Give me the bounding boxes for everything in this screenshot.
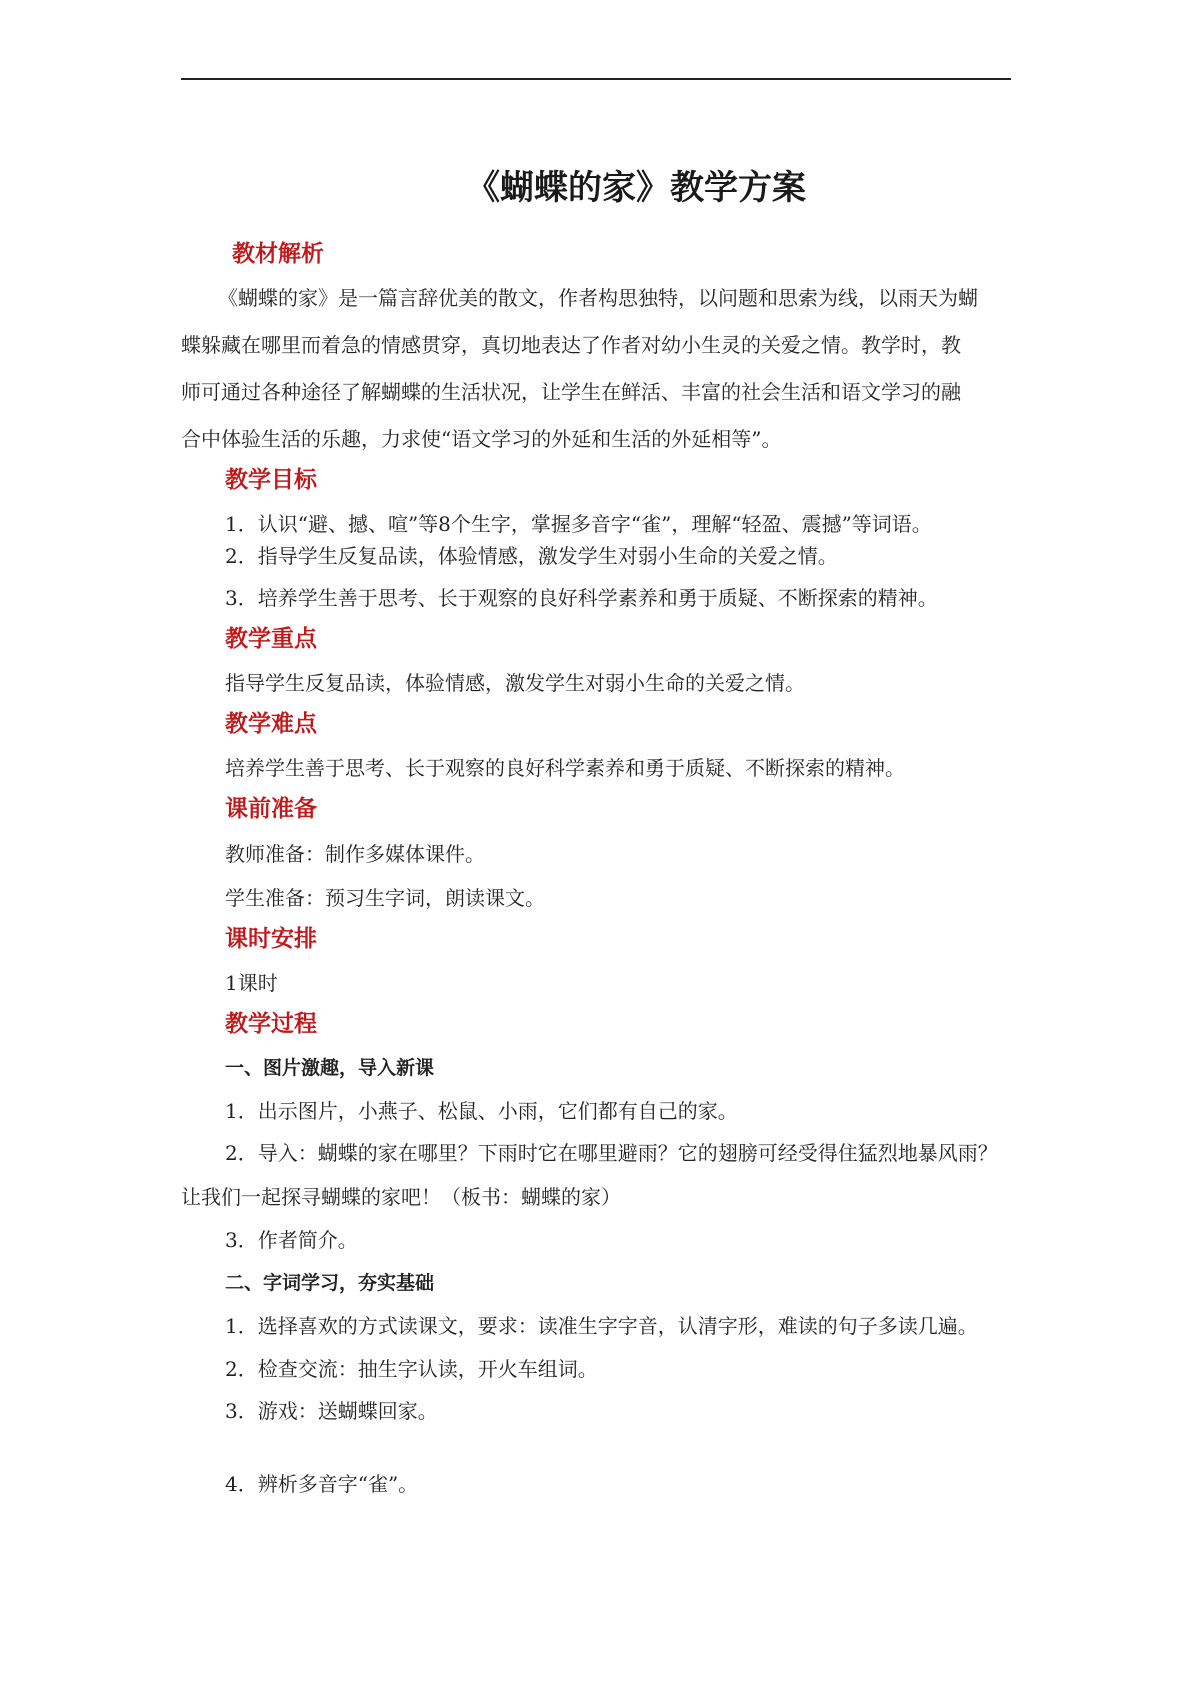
process-part2-item1: 1．选择喜欢的方式读课文，要求：读准生字字音，认清字形，难读的句子多读几遍。 (225, 1314, 978, 1338)
process-part1-item1: 1．出示图片，小燕子、松鼠、小雨，它们都有自己的家。 (225, 1099, 738, 1123)
analysis-line-4: 合中体验生活的乐趣，力求使“语文学习的外延和生活的外延相等”。 (181, 427, 782, 451)
heading-schedule: 课时安排 (225, 925, 317, 952)
document-title: 《蝴蝶的家》教学方案 (466, 168, 806, 208)
process-part1-item2-line1: 2．导入：蝴蝶的家在哪里？下雨时它在哪里避雨？它的翅膀可经受得住猛烈地暴风雨？ (225, 1141, 998, 1165)
process-part1-title: 一、图片激趣，导入新课 (225, 1057, 435, 1079)
process-part1-item3: 3．作者简介。 (225, 1228, 358, 1252)
analysis-line-3: 师可通过各种途径了解蝴蝶的生活状况，让学生在鲜活、丰富的社会生活和语文学习的融 (181, 380, 961, 404)
header-rule (181, 78, 1011, 80)
heading-analysis: 教材解析 (232, 240, 324, 267)
preparation-teacher: 教师准备：制作多媒体课件。 (225, 842, 485, 866)
process-part2-title: 二、字词学习，夯实基础 (225, 1272, 435, 1294)
goal-item-2: 2．指导学生反复品读，体验情感，激发学生对弱小生命的关爱之情。 (225, 544, 838, 568)
heading-goals: 教学目标 (225, 466, 317, 493)
key-points-text: 指导学生反复品读，体验情感，激发学生对弱小生命的关爱之情。 (225, 671, 805, 695)
goal-item-1: 1．认识“避、撼、喧”等8个生字，掌握多音字“雀”，理解“轻盈、震撼”等词语。 (225, 512, 932, 536)
process-part2-item2: 2．检查交流：抽生字认读，开火车组词。 (225, 1357, 598, 1381)
goal-item-3: 3．培养学生善于思考、长于观察的良好科学素养和勇于质疑、不断探索的精神。 (225, 586, 938, 610)
heading-key-points: 教学重点 (225, 625, 317, 652)
heading-process: 教学过程 (225, 1010, 317, 1037)
heading-difficulties: 教学难点 (225, 710, 317, 737)
heading-preparation: 课前准备 (225, 795, 317, 822)
process-part1-item2-line2: 让我们一起探寻蝴蝶的家吧！（板书：蝴蝶的家） (181, 1185, 621, 1209)
process-part2-item4: 4．辨析多音字“雀”。 (225, 1472, 419, 1496)
process-part2-item3: 3．游戏：送蝴蝶回家。 (225, 1399, 438, 1423)
analysis-line-2: 蝶躲藏在哪里而着急的情感贯穿，真切地表达了作者对幼小生灵的关爱之情。教学时，教 (181, 333, 961, 357)
difficulties-text: 培养学生善于思考、长于观察的良好科学素养和勇于质疑、不断探索的精神。 (225, 756, 905, 780)
preparation-student: 学生准备：预习生字词，朗读课文。 (225, 886, 545, 910)
schedule-text: 1课时 (225, 971, 278, 995)
analysis-line-1: 《蝴蝶的家》是一篇言辞优美的散文，作者构思独特，以问题和思索为线，以雨天为蝴 (218, 286, 978, 310)
